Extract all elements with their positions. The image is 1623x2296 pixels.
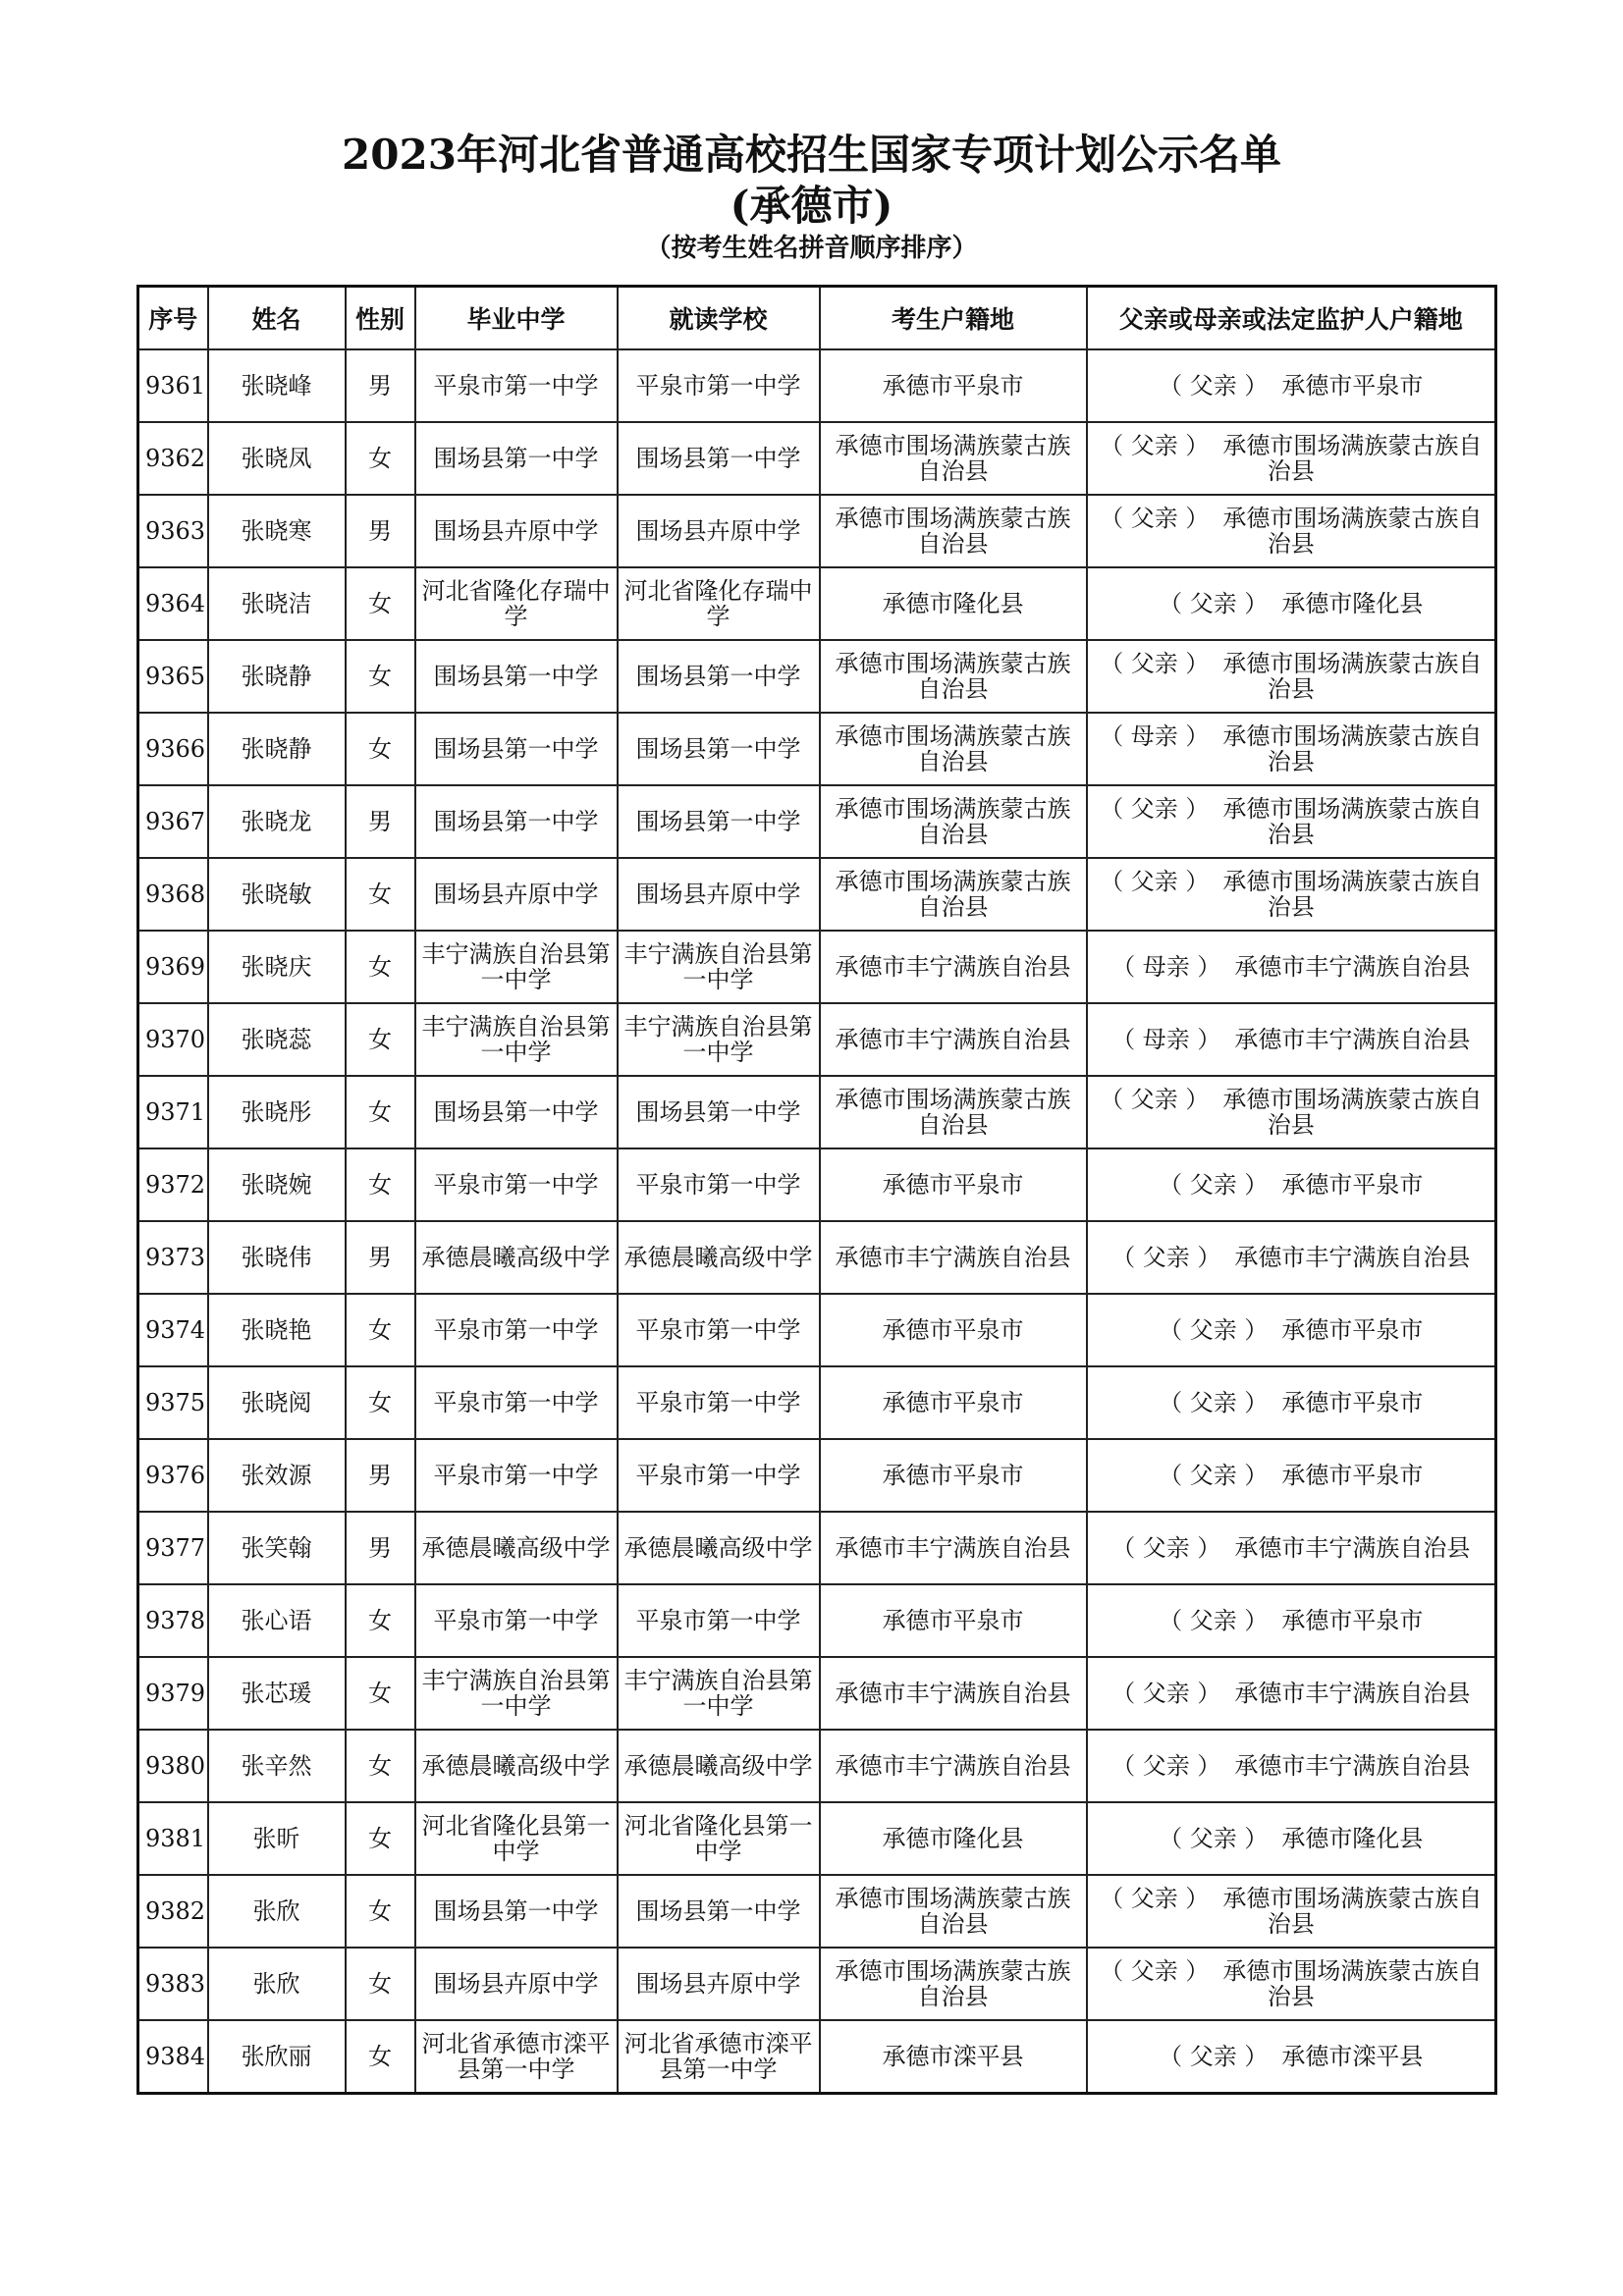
header-no: 序号: [138, 287, 208, 350]
table-row: [138, 1221, 1496, 1294]
row-no: 9366: [138, 713, 208, 785]
row-current-school: 平泉市第一中学: [618, 1366, 820, 1439]
row-name: 张晓庆: [208, 931, 346, 1003]
guardian-relation: （ 父亲 ）: [1100, 868, 1210, 895]
roster-body: [138, 349, 1496, 2094]
row-current-school: 平泉市第一中学: [618, 1439, 820, 1512]
guardian-place: 承德市丰宁满族自治县: [1234, 953, 1471, 981]
row-no: 9383: [138, 1948, 208, 2020]
row-gender: 女: [346, 1366, 415, 1439]
row-current-school: 围场县第一中学: [618, 640, 820, 713]
row-hukou: 承德市隆化县: [820, 1802, 1087, 1875]
table-row: [138, 1512, 1496, 1584]
row-no: 9363: [138, 495, 208, 567]
table-row: [138, 1148, 1496, 1221]
row-grad-school: 河北省隆化存瑞中学: [415, 567, 618, 640]
row-grad-school: 平泉市第一中学: [415, 349, 618, 422]
guardian-relation: （ 父亲 ）: [1100, 650, 1210, 677]
row-hukou: 承德市滦平县: [820, 2020, 1087, 2094]
row-name: 张辛然: [208, 1730, 346, 1802]
row-grad-school: 平泉市第一中学: [415, 1439, 618, 1512]
row-current-school: 承德晨曦高级中学: [618, 1730, 820, 1802]
row-no: 9382: [138, 1875, 208, 1948]
row-gender: 男: [346, 1439, 415, 1512]
guardian-relation: （ 父亲 ）: [1159, 2043, 1269, 2070]
row-guardian: [1087, 349, 1496, 422]
table-row: [138, 495, 1496, 567]
table-row: [138, 1730, 1496, 1802]
row-name: 张晓蕊: [208, 1003, 346, 1076]
guardian-place: 承德市平泉市: [1281, 1389, 1424, 1416]
row-current-school: 平泉市第一中学: [618, 1148, 820, 1221]
row-grad-school: 承德晨曦高级中学: [415, 1512, 618, 1584]
row-name: 张心语: [208, 1584, 346, 1657]
row-name: 张芯瑗: [208, 1657, 346, 1730]
table-row: [138, 931, 1496, 1003]
row-guardian: [1087, 1439, 1496, 1512]
row-no: 9370: [138, 1003, 208, 1076]
table-row: [138, 1948, 1496, 2020]
row-no: 9372: [138, 1148, 208, 1221]
document-title: 2023年河北省普通高校招生国家专项计划公示名单: [342, 131, 1281, 179]
row-gender: 女: [346, 1294, 415, 1366]
row-gender: 女: [346, 1148, 415, 1221]
guardian-place: 承德市隆化县: [1281, 1825, 1424, 1852]
row-gender: 男: [346, 495, 415, 567]
row-hukou: 承德市丰宁满族自治县: [820, 1730, 1087, 1802]
row-guardian: [1087, 2020, 1496, 2094]
guardian-place: 承德市围场满族蒙古族自治县: [1222, 432, 1483, 485]
guardian-place: 承德市围场满族蒙古族自治县: [1222, 1086, 1483, 1139]
row-current-school: 围场县第一中学: [618, 713, 820, 785]
row-current-school: 河北省隆化存瑞中学: [618, 567, 820, 640]
row-no: 9378: [138, 1584, 208, 1657]
header-row: [138, 287, 1496, 350]
row-no: 9377: [138, 1512, 208, 1584]
guardian-place: 承德市平泉市: [1281, 1462, 1424, 1489]
row-guardian: [1087, 1512, 1496, 1584]
guardian-relation: （ 父亲 ）: [1100, 1086, 1210, 1113]
row-guardian: [1087, 785, 1496, 858]
row-no: 9373: [138, 1221, 208, 1294]
table-row: [138, 1802, 1496, 1875]
row-current-school: 丰宁满族自治县第一中学: [618, 1657, 820, 1730]
table-row: [138, 1366, 1496, 1439]
guardian-place: 承德市平泉市: [1281, 1316, 1424, 1344]
row-name: 张晓寒: [208, 495, 346, 567]
row-name: 张晓婉: [208, 1148, 346, 1221]
row-guardian: [1087, 1584, 1496, 1657]
header-name: 姓名: [208, 287, 346, 350]
row-grad-school: 围场县第一中学: [415, 640, 618, 713]
row-grad-school: 围场县第一中学: [415, 1875, 618, 1948]
row-grad-school: 承德晨曦高级中学: [415, 1730, 618, 1802]
row-no: 9368: [138, 858, 208, 931]
row-guardian: [1087, 1294, 1496, 1366]
roster-table: [136, 285, 1497, 2095]
row-hukou: 承德市围场满族蒙古族自治县: [820, 640, 1087, 713]
row-gender: 女: [346, 1003, 415, 1076]
row-guardian: [1087, 1076, 1496, 1148]
guardian-relation: （ 母亲 ）: [1100, 722, 1210, 750]
header-hukou: 考生户籍地: [820, 287, 1087, 350]
row-guardian: [1087, 1657, 1496, 1730]
guardian-relation: （ 父亲 ）: [1159, 1825, 1269, 1852]
row-grad-school: 围场县卉原中学: [415, 858, 618, 931]
table-row: [138, 422, 1496, 495]
row-hukou: 承德市丰宁满族自治县: [820, 1512, 1087, 1584]
row-hukou: 承德市平泉市: [820, 1148, 1087, 1221]
guardian-relation: （ 父亲 ）: [1100, 1957, 1210, 1985]
row-current-school: 围场县卉原中学: [618, 858, 820, 931]
table-row: [138, 1584, 1496, 1657]
row-grad-school: 围场县第一中学: [415, 1076, 618, 1148]
table-row: [138, 640, 1496, 713]
row-current-school: 承德晨曦高级中学: [618, 1221, 820, 1294]
row-current-school: 丰宁满族自治县第一中学: [618, 931, 820, 1003]
row-hukou: 承德市丰宁满族自治县: [820, 1657, 1087, 1730]
header-current-school: 就读学校: [618, 287, 820, 350]
row-grad-school: 围场县第一中学: [415, 713, 618, 785]
row-current-school: 承德晨曦高级中学: [618, 1512, 820, 1584]
row-current-school: 围场县第一中学: [618, 422, 820, 495]
guardian-relation: （ 父亲 ）: [1159, 1171, 1269, 1199]
guardian-relation: （ 父亲 ）: [1111, 1534, 1221, 1562]
guardian-place: 承德市丰宁满族自治县: [1234, 1026, 1471, 1053]
guardian-relation: （ 父亲 ）: [1100, 1885, 1210, 1912]
guardian-relation: （ 父亲 ）: [1159, 1389, 1269, 1416]
guardian-place: 承德市围场满族蒙古族自治县: [1222, 1885, 1483, 1938]
guardian-place: 承德市丰宁满族自治县: [1234, 1680, 1471, 1707]
row-gender: 女: [346, 713, 415, 785]
row-gender: 女: [346, 1802, 415, 1875]
row-current-school: 河北省隆化县第一中学: [618, 1802, 820, 1875]
row-current-school: 河北省承德市滦平县第一中学: [618, 2020, 820, 2094]
row-gender: 女: [346, 931, 415, 1003]
guardian-place: 承德市围场满族蒙古族自治县: [1222, 650, 1483, 703]
table-row: [138, 349, 1496, 422]
row-gender: 女: [346, 1730, 415, 1802]
row-guardian: [1087, 1148, 1496, 1221]
row-grad-school: 围场县第一中学: [415, 785, 618, 858]
guardian-relation: （ 父亲 ）: [1100, 505, 1210, 532]
row-no: 9367: [138, 785, 208, 858]
row-hukou: 承德市围场满族蒙古族自治县: [820, 1875, 1087, 1948]
row-current-school: 丰宁满族自治县第一中学: [618, 1003, 820, 1076]
row-name: 张晓洁: [208, 567, 346, 640]
guardian-place: 承德市围场满族蒙古族自治县: [1222, 795, 1483, 848]
guardian-relation: （ 父亲 ）: [1111, 1244, 1221, 1271]
row-grad-school: 河北省隆化县第一中学: [415, 1802, 618, 1875]
row-hukou: 承德市平泉市: [820, 1584, 1087, 1657]
row-no: 9374: [138, 1294, 208, 1366]
row-guardian: [1087, 495, 1496, 567]
row-name: 张晓敏: [208, 858, 346, 931]
row-current-school: 围场县卉原中学: [618, 495, 820, 567]
row-grad-school: 平泉市第一中学: [415, 1294, 618, 1366]
row-no: 9381: [138, 1802, 208, 1875]
document-subtitle: (承德市): [730, 182, 893, 230]
row-no: 9365: [138, 640, 208, 713]
row-guardian: [1087, 1730, 1496, 1802]
guardian-relation: （ 父亲 ）: [1100, 795, 1210, 823]
row-name: 张晓峰: [208, 349, 346, 422]
row-grad-school: 围场县卉原中学: [415, 495, 618, 567]
row-current-school: 平泉市第一中学: [618, 1294, 820, 1366]
row-gender: 女: [346, 1948, 415, 2020]
table-row: [138, 1875, 1496, 1948]
row-gender: 女: [346, 1584, 415, 1657]
row-hukou: 承德市丰宁满族自治县: [820, 1221, 1087, 1294]
row-gender: 女: [346, 1076, 415, 1148]
row-gender: 女: [346, 640, 415, 713]
row-current-school: 平泉市第一中学: [618, 349, 820, 422]
row-no: 9371: [138, 1076, 208, 1148]
row-gender: 女: [346, 422, 415, 495]
row-hukou: 承德市平泉市: [820, 1294, 1087, 1366]
row-no: 9361: [138, 349, 208, 422]
row-hukou: 承德市平泉市: [820, 1439, 1087, 1512]
row-guardian: [1087, 1802, 1496, 1875]
row-grad-school: 河北省承德市滦平县第一中学: [415, 2020, 618, 2094]
row-name: 张晓静: [208, 713, 346, 785]
table-row: [138, 1003, 1496, 1076]
guardian-relation: （ 母亲 ）: [1111, 1026, 1221, 1053]
row-guardian: [1087, 1948, 1496, 2020]
row-name: 张晓阅: [208, 1366, 346, 1439]
row-guardian: [1087, 1875, 1496, 1948]
row-hukou: 承德市围场满族蒙古族自治县: [820, 422, 1087, 495]
row-grad-school: 平泉市第一中学: [415, 1148, 618, 1221]
row-no: 9384: [138, 2020, 208, 2094]
guardian-relation: （ 父亲 ）: [1111, 1752, 1221, 1780]
row-name: 张昕: [208, 1802, 346, 1875]
row-hukou: 承德市隆化县: [820, 567, 1087, 640]
guardian-relation: （ 父亲 ）: [1100, 432, 1210, 459]
row-guardian: [1087, 1003, 1496, 1076]
table-row: [138, 785, 1496, 858]
row-name: 张晓艳: [208, 1294, 346, 1366]
guardian-relation: （ 父亲 ）: [1111, 1680, 1221, 1707]
guardian-place: 承德市围场满族蒙古族自治县: [1222, 505, 1483, 558]
guardian-place: 承德市滦平县: [1281, 2043, 1424, 2070]
row-hukou: 承德市围场满族蒙古族自治县: [820, 1948, 1087, 2020]
header-guardian: 父亲或母亲或法定监护人户籍地: [1087, 287, 1496, 350]
row-no: 9362: [138, 422, 208, 495]
guardian-place: 承德市丰宁满族自治县: [1234, 1244, 1471, 1271]
row-no: 9376: [138, 1439, 208, 1512]
table-row: [138, 2020, 1496, 2094]
row-name: 张晓凤: [208, 422, 346, 495]
guardian-relation: （ 父亲 ）: [1159, 1316, 1269, 1344]
row-grad-school: 平泉市第一中学: [415, 1366, 618, 1439]
row-guardian: [1087, 1221, 1496, 1294]
row-gender: 男: [346, 1221, 415, 1294]
row-name: 张晓龙: [208, 785, 346, 858]
table-row: [138, 1439, 1496, 1512]
row-grad-school: 承德晨曦高级中学: [415, 1221, 618, 1294]
table-row: [138, 567, 1496, 640]
row-no: 9369: [138, 931, 208, 1003]
row-grad-school: 丰宁满族自治县第一中学: [415, 1003, 618, 1076]
guardian-relation: （ 父亲 ）: [1159, 1462, 1269, 1489]
sort-note: （按考生姓名拼音顺序排序）: [645, 234, 978, 263]
row-guardian: [1087, 567, 1496, 640]
guardian-relation: （ 母亲 ）: [1111, 953, 1221, 981]
guardian-relation: （ 父亲 ）: [1159, 1607, 1269, 1634]
row-grad-school: 围场县第一中学: [415, 422, 618, 495]
header-gender: 性别: [346, 287, 415, 350]
row-gender: 女: [346, 2020, 415, 2094]
guardian-place: 承德市丰宁满族自治县: [1234, 1752, 1471, 1780]
row-name: 张晓伟: [208, 1221, 346, 1294]
guardian-place: 承德市围场满族蒙古族自治县: [1222, 868, 1483, 921]
header-grad-school: 毕业中学: [415, 287, 618, 350]
row-gender: 男: [346, 349, 415, 422]
row-no: 9380: [138, 1730, 208, 1802]
row-no: 9364: [138, 567, 208, 640]
guardian-place: 承德市丰宁满族自治县: [1234, 1534, 1471, 1562]
row-current-school: 围场县第一中学: [618, 1076, 820, 1148]
row-grad-school: 丰宁满族自治县第一中学: [415, 931, 618, 1003]
row-gender: 女: [346, 1875, 415, 1948]
row-hukou: 承德市丰宁满族自治县: [820, 1003, 1087, 1076]
table-row: [138, 858, 1496, 931]
row-gender: 女: [346, 1657, 415, 1730]
guardian-place: 承德市平泉市: [1281, 1607, 1424, 1634]
row-name: 张晓彤: [208, 1076, 346, 1148]
row-guardian: [1087, 640, 1496, 713]
row-gender: 男: [346, 785, 415, 858]
table-row: [138, 1076, 1496, 1148]
table-row: [138, 713, 1496, 785]
guardian-place: 承德市围场满族蒙古族自治县: [1222, 722, 1483, 775]
row-current-school: 平泉市第一中学: [618, 1584, 820, 1657]
row-gender: 女: [346, 858, 415, 931]
row-current-school: 围场县第一中学: [618, 785, 820, 858]
row-grad-school: 围场县卉原中学: [415, 1948, 618, 2020]
row-hukou: 承德市围场满族蒙古族自治县: [820, 495, 1087, 567]
guardian-place: 承德市平泉市: [1281, 372, 1424, 400]
guardian-relation: （ 父亲 ）: [1159, 590, 1269, 617]
row-name: 张效源: [208, 1439, 346, 1512]
row-no: 9375: [138, 1366, 208, 1439]
row-current-school: 围场县第一中学: [618, 1875, 820, 1948]
row-hukou: 承德市围场满族蒙古族自治县: [820, 858, 1087, 931]
row-name: 张欣丽: [208, 2020, 346, 2094]
row-hukou: 承德市平泉市: [820, 349, 1087, 422]
row-hukou: 承德市围场满族蒙古族自治县: [820, 713, 1087, 785]
row-hukou: 承德市丰宁满族自治县: [820, 931, 1087, 1003]
row-hukou: 承德市围场满族蒙古族自治县: [820, 785, 1087, 858]
row-name: 张晓静: [208, 640, 346, 713]
row-name: 张笑翰: [208, 1512, 346, 1584]
row-guardian: [1087, 1366, 1496, 1439]
row-guardian: [1087, 422, 1496, 495]
guardian-place: 承德市围场满族蒙古族自治县: [1222, 1957, 1483, 2010]
row-guardian: [1087, 931, 1496, 1003]
row-hukou: 承德市平泉市: [820, 1366, 1087, 1439]
row-grad-school: 平泉市第一中学: [415, 1584, 618, 1657]
guardian-place: 承德市平泉市: [1281, 1171, 1424, 1199]
row-gender: 女: [346, 567, 415, 640]
table-row: [138, 1294, 1496, 1366]
row-grad-school: 丰宁满族自治县第一中学: [415, 1657, 618, 1730]
row-current-school: 围场县卉原中学: [618, 1948, 820, 2020]
row-guardian: [1087, 713, 1496, 785]
guardian-place: 承德市隆化县: [1281, 590, 1424, 617]
row-gender: 男: [346, 1512, 415, 1584]
row-no: 9379: [138, 1657, 208, 1730]
row-name: 张欣: [208, 1875, 346, 1948]
row-name: 张欣: [208, 1948, 346, 2020]
guardian-relation: （ 父亲 ）: [1159, 372, 1269, 400]
row-guardian: [1087, 858, 1496, 931]
row-hukou: 承德市围场满族蒙古族自治县: [820, 1076, 1087, 1148]
table-row: [138, 1657, 1496, 1730]
